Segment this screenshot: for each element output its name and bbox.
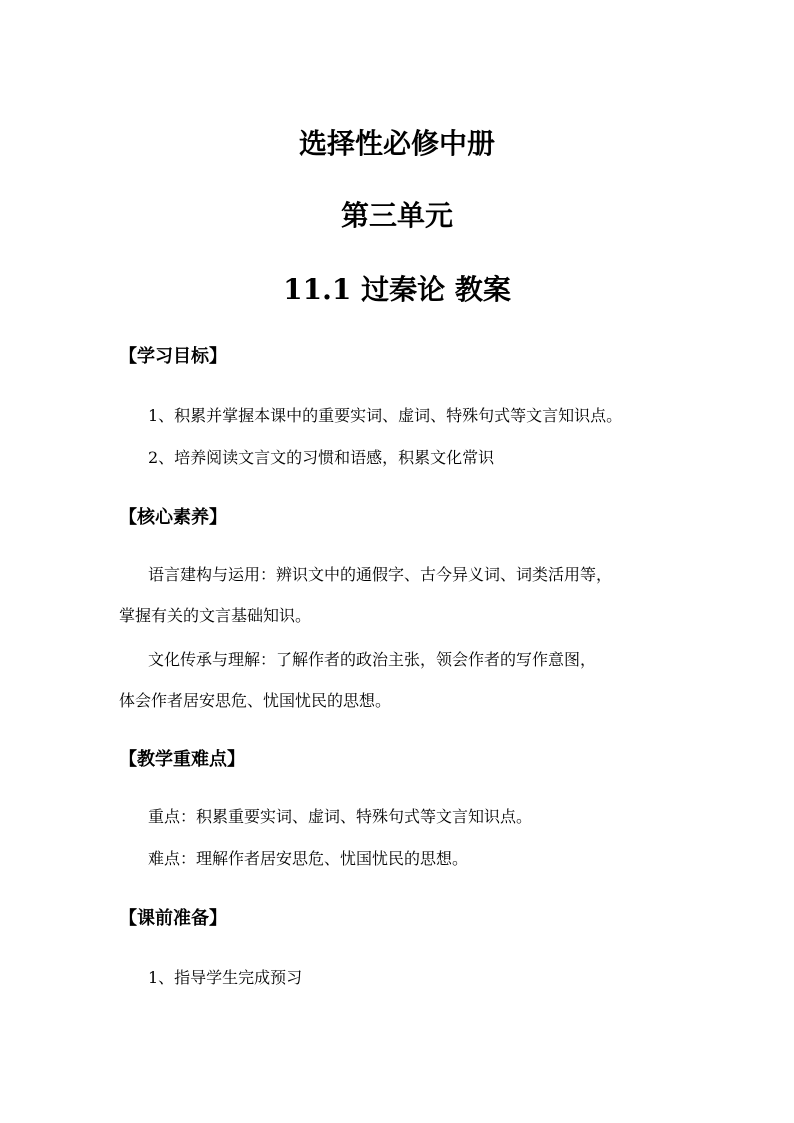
section-heading-objectives: 【学习目标】 (119, 346, 227, 367)
lesson-title: 11.1 过秦论 教案 (283, 273, 511, 306)
unit-title: 第三单元 (340, 199, 453, 232)
key-point-difficulty: 难点：理解作者居安思危、忧国忧民的思想。 (148, 849, 469, 868)
literacy-paragraph-1-line-2: 掌握有关的文言基础知识。 (119, 606, 312, 625)
preparation-item: 1、指导学生完成预习 (148, 968, 303, 987)
key-point-focus: 重点：积累重要实词、虚词、特殊句式等文言知识点。 (148, 807, 533, 826)
course-title: 选择性必修中册 (298, 127, 495, 160)
literacy-paragraph-1-line-1: 语言建构与运用：辨识文中的通假字、古今异义词、词类活用等， (148, 565, 613, 584)
literacy-paragraph-2-line-1: 文化传承与理解：了解作者的政治主张，领会作者的写作意图， (148, 650, 597, 669)
objective-item: 2、培养阅读文言文的习惯和语感，积累文化常识 (148, 448, 495, 467)
section-heading-literacy: 【核心素养】 (119, 507, 227, 528)
section-heading-key-points: 【教学重难点】 (119, 749, 245, 770)
section-heading-preparation: 【课前准备】 (119, 908, 227, 929)
objective-item: 1、积累并掌握本课中的重要实词、虚词、特殊句式等文言知识点。 (148, 406, 623, 425)
literacy-paragraph-2-line-2: 体会作者居安思危、忧国忧民的思想。 (119, 691, 392, 710)
